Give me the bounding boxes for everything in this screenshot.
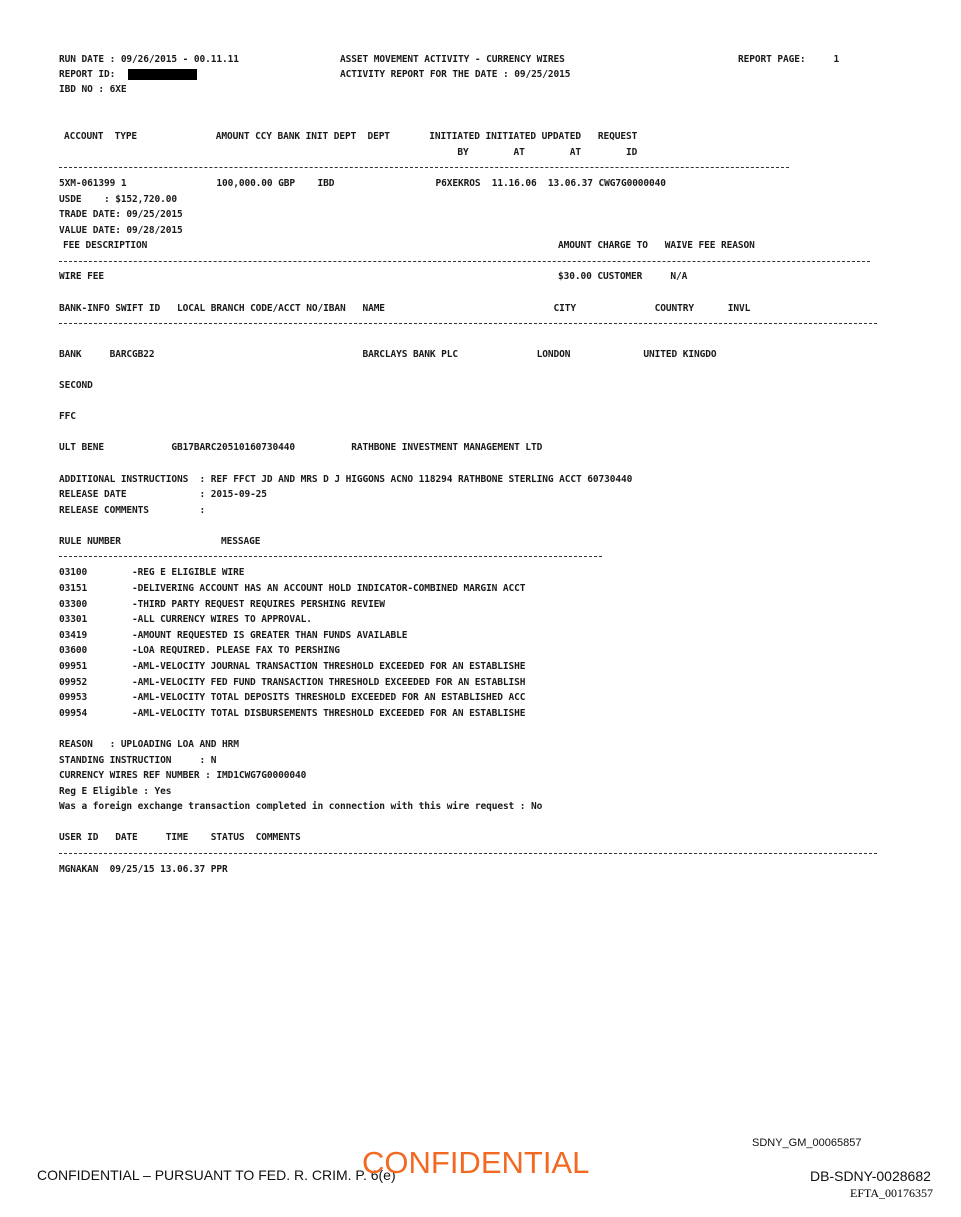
- rule-number: 09953: [59, 692, 88, 703]
- rule-message-header: MESSAGE: [221, 536, 261, 547]
- rule-number: 03151: [59, 583, 88, 594]
- currency-wires-ref: CURRENCY WIRES REF NUMBER : IMD1CWG7G0000040: [59, 770, 307, 781]
- rule-message: -AML-VELOCITY TOTAL DEPOSITS THRESHOLD EXCEEDED FOR AN ESTABLISHED ACC: [132, 692, 526, 703]
- rule-number-header: RULE NUMBER: [59, 536, 121, 547]
- rule-number: 03300: [59, 599, 88, 610]
- rule-number: 09954: [59, 708, 88, 719]
- report-id-label: REPORT ID:: [59, 69, 116, 80]
- standing-instruction: STANDING INSTRUCTION : N: [59, 755, 217, 766]
- column-header-line2: BY AT AT ID: [64, 147, 638, 158]
- ibd-number: IBD NO : 6XE: [59, 84, 127, 95]
- confidential-notice: CONFIDENTIAL – PURSUANT TO FED. R. CRIM. P. 6(e): [37, 1167, 396, 1183]
- rule-message: -REG E ELIGIBLE WIRE: [132, 567, 245, 578]
- column-header-line1: ACCOUNT TYPE AMOUNT CCY BANK INIT DEPT DEPT INITIATED INITIATED UPDATED REQUEST: [64, 131, 638, 142]
- rule-number: 03419: [59, 630, 88, 641]
- account-row: 5XM-061399 1 100,000.00 GBP IBD P6XEKROS 11.16.06 13.06.37 CWG7G0000040: [59, 178, 666, 189]
- log-row: MGNAKAN 09/25/15 13.06.37 PPR: [59, 864, 228, 875]
- report-subtitle: ACTIVITY REPORT FOR THE DATE : 09/25/2015: [340, 69, 571, 80]
- rule-number: 03301: [59, 614, 88, 625]
- report-page: REPORT PAGE: 1: [738, 54, 840, 65]
- fx-question: Was a foreign exchange transaction completed in connection with this wire request : No: [59, 801, 543, 812]
- second-bank: SECOND: [59, 380, 93, 391]
- redaction-bar: [128, 69, 197, 80]
- release-comments: RELEASE COMMENTS :: [59, 505, 206, 516]
- rule-message: -THIRD PARTY REQUEST REQUIRES PERSHING REVIEW: [132, 599, 385, 610]
- divider: [59, 167, 789, 168]
- fee-header-right: AMOUNT CHARGE TO WAIVE FEE REASON: [558, 240, 755, 251]
- db-sdny-number: DB-SDNY-0028682: [810, 1168, 931, 1184]
- report-title: ASSET MOVEMENT ACTIVITY - CURRENCY WIRES: [340, 54, 565, 65]
- rule-message: -AML-VELOCITY FED FUND TRANSACTION THRESHOLD EXCEEDED FOR AN ESTABLISH: [132, 677, 526, 688]
- rule-number: 09952: [59, 677, 88, 688]
- ffc-row: FFC: [59, 411, 76, 422]
- fee-header-left: FEE DESCRIPTION: [63, 240, 148, 251]
- rule-message: -ALL CURRENCY WIRES TO APPROVAL.: [132, 614, 312, 625]
- ult-bene-row: ULT BENE GB17BARC20510160730440 RATHBONE INVESTMENT MANAGEMENT LTD: [59, 442, 543, 453]
- value-date: VALUE DATE: 09/28/2015: [59, 225, 183, 236]
- divider: [59, 261, 870, 262]
- rule-message: -DELIVERING ACCOUNT HAS AN ACCOUNT HOLD INDICATOR-COMBINED MARGIN ACCT: [132, 583, 526, 594]
- additional-instructions: ADDITIONAL INSTRUCTIONS : REF FFCT JD AND MRS D J HIGGONS ACNO 118294 RATHBONE STERLING ACCT 60730440: [59, 474, 633, 485]
- usde-amount: USDE : $152,720.00: [59, 194, 178, 205]
- bank-info-header: BANK-INFO SWIFT ID LOCAL BRANCH CODE/ACCT NO/IBAN NAME CITY COUNTRY INVL: [59, 303, 751, 314]
- fee-amount: $30.00 CUSTOMER N/A: [558, 271, 688, 282]
- rule-number: 03100: [59, 567, 88, 578]
- reg-e-eligible: Reg E Eligible : Yes: [59, 786, 172, 797]
- fee-description: WIRE FEE: [59, 271, 104, 282]
- release-date: RELEASE DATE : 2015-09-25: [59, 489, 267, 500]
- rule-message: -AML-VELOCITY TOTAL DISBURSEMENTS THRESHOLD EXCEEDED FOR AN ESTABLISHE: [132, 708, 526, 719]
- rule-message: -LOA REQUIRED. PLEASE FAX TO PERSHING: [132, 645, 340, 656]
- rule-number: 03600: [59, 645, 88, 656]
- rule-message: -AML-VELOCITY JOURNAL TRANSACTION THRESHOLD EXCEEDED FOR AN ESTABLISHE: [132, 661, 526, 672]
- log-header: USER ID DATE TIME STATUS COMMENTS: [59, 832, 301, 843]
- bank-row: BANK BARCGB22 BARCLAYS BANK PLC LONDON UNITED KINGDO: [59, 349, 717, 360]
- divider: [59, 323, 877, 324]
- trade-date: TRADE DATE: 09/25/2015: [59, 209, 183, 220]
- efta-number: EFTA_00176357: [850, 1186, 934, 1200]
- run-date: RUN DATE : 09/26/2015 - 00.11.11: [59, 54, 239, 65]
- rule-number: 09951: [59, 661, 88, 672]
- divider: [59, 853, 877, 854]
- divider: [59, 556, 602, 557]
- reason: REASON : UPLOADING LOA AND HRM: [59, 739, 239, 750]
- sdny-gm-stamp: SDNY_GM_00065857: [752, 1137, 862, 1149]
- confidential-stamp: CONFIDENTIAL: [362, 1145, 590, 1180]
- rule-message: -AMOUNT REQUESTED IS GREATER THAN FUNDS AVAILABLE: [132, 630, 408, 641]
